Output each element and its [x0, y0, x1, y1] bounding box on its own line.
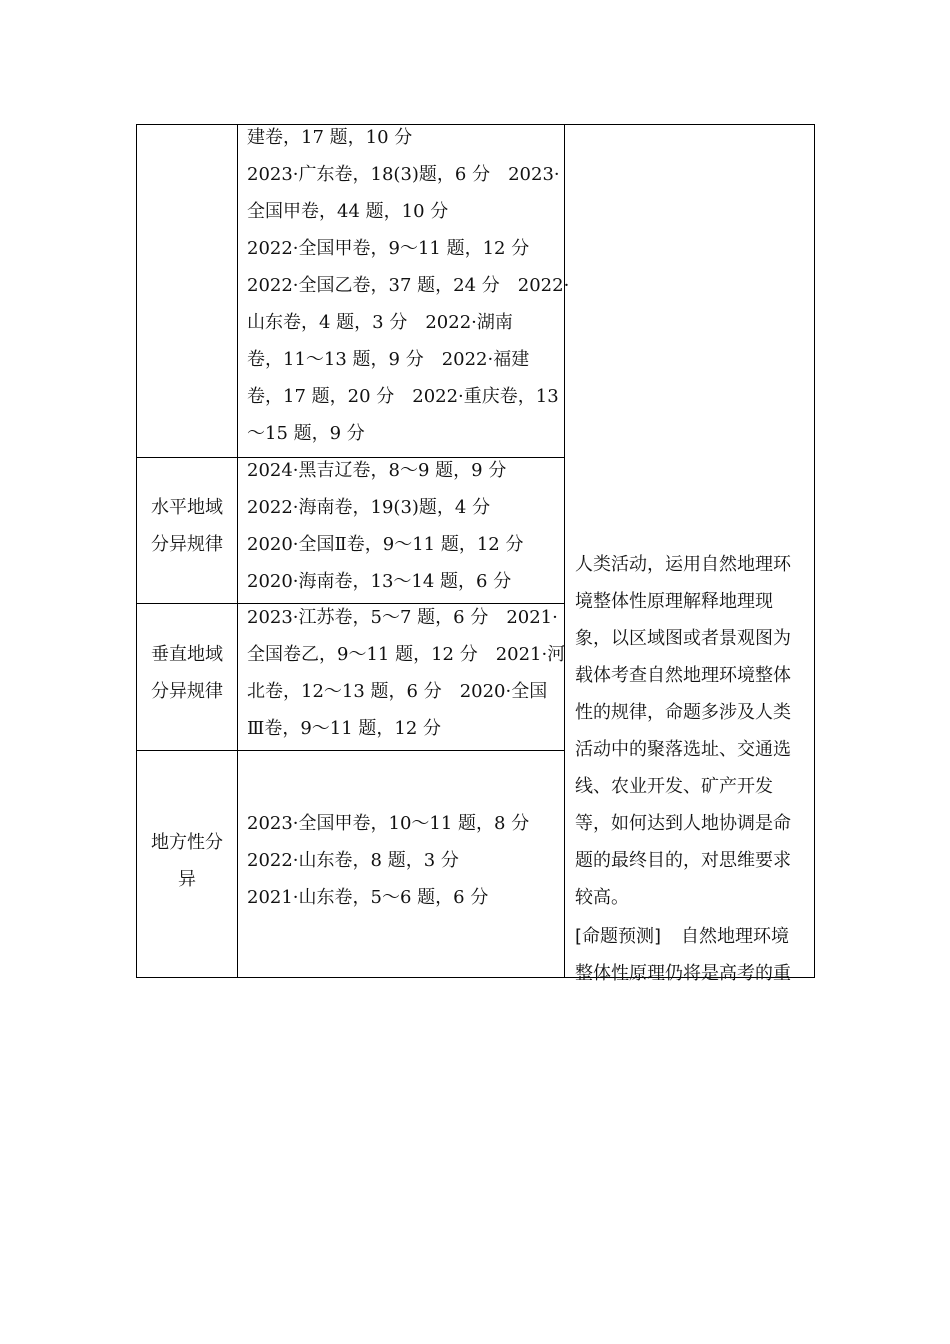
forecast-line: 整体性原理仍将是高考的重	[575, 963, 791, 984]
citation-line: 2022·海南卷，19(3)题，4 分	[247, 497, 491, 518]
citation-line: 2022·山东卷，8 题，3 分	[247, 850, 459, 871]
analysis-line: 境整体性原理解释地理现	[575, 591, 773, 612]
citation-line: 2023·广东卷，18(3)题，6 分 2023·	[247, 164, 560, 185]
category-label: 地方性分	[151, 832, 223, 853]
category-label: 分异规律	[151, 681, 223, 702]
forecast-line	[575, 918, 789, 955]
category-label: 分异规律	[151, 534, 223, 555]
citation-line: 2024·黑吉辽卷，8～9 题，9 分	[247, 460, 507, 481]
citation-line: 2023·全国甲卷，10～11 题，8 分	[247, 813, 530, 834]
citation-line: 2022·全国甲卷，9～11 题，12 分	[247, 238, 530, 259]
analysis-line: 性的规律，命题多涉及人类	[575, 702, 791, 723]
citation-line: 北卷，12～13 题，6 分 2020·全国	[247, 681, 548, 702]
category-label: 水平地域	[151, 497, 223, 518]
citation-line: 卷，17 题，20 分 2022·重庆卷，13	[247, 386, 559, 407]
citation-line: 2023·江苏卷，5～7 题，6 分 2021·	[247, 607, 558, 628]
citation-line: 2020·海南卷，13～14 题，6 分	[247, 571, 512, 592]
category-label: 异	[178, 869, 196, 890]
citation-line: Ⅲ卷，9～11 题，12 分	[247, 718, 442, 739]
citation-line: 建卷，17 题，10 分	[247, 127, 413, 148]
citation-line: 山东卷，4 题，3 分 2022·湖南	[247, 312, 513, 333]
forecast-text: 自然地理环境	[681, 926, 790, 947]
analysis-line: 等，如何达到人地协调是命	[575, 813, 791, 834]
citation-line: 2022·全国乙卷，37 题，24 分 2022·	[247, 275, 570, 296]
citation-line: 2020·全国Ⅱ卷，9～11 题，12 分	[247, 534, 524, 555]
category-label: 垂直地域	[151, 644, 223, 665]
analysis-line: 活动中的聚落选址、交通选	[575, 739, 791, 760]
analysis-line: 人类活动，运用自然地理环	[575, 554, 791, 575]
analysis-line: 载体考查自然地理环境整体	[575, 665, 791, 686]
analysis-line: 象，以区域图或者景观图为	[575, 628, 791, 649]
citation-line: 卷，11～13 题，9 分 2022·福建	[247, 349, 530, 370]
citation-line: 全国甲卷，44 题，10 分	[247, 201, 449, 222]
forecast-label: [命题预测]	[575, 926, 662, 947]
citation-line: 全国卷乙，9～11 题，12 分 2021·河	[247, 644, 566, 665]
analysis-line: 线、农业开发、矿产开发	[575, 776, 773, 797]
analysis-line: 题的最终目的，对思维要求	[575, 850, 791, 871]
analysis-line: 较高。	[575, 887, 629, 908]
citation-line: 2021·山东卷，5～6 题，6 分	[247, 887, 489, 908]
citation-line: ～15 题，9 分	[247, 423, 365, 444]
